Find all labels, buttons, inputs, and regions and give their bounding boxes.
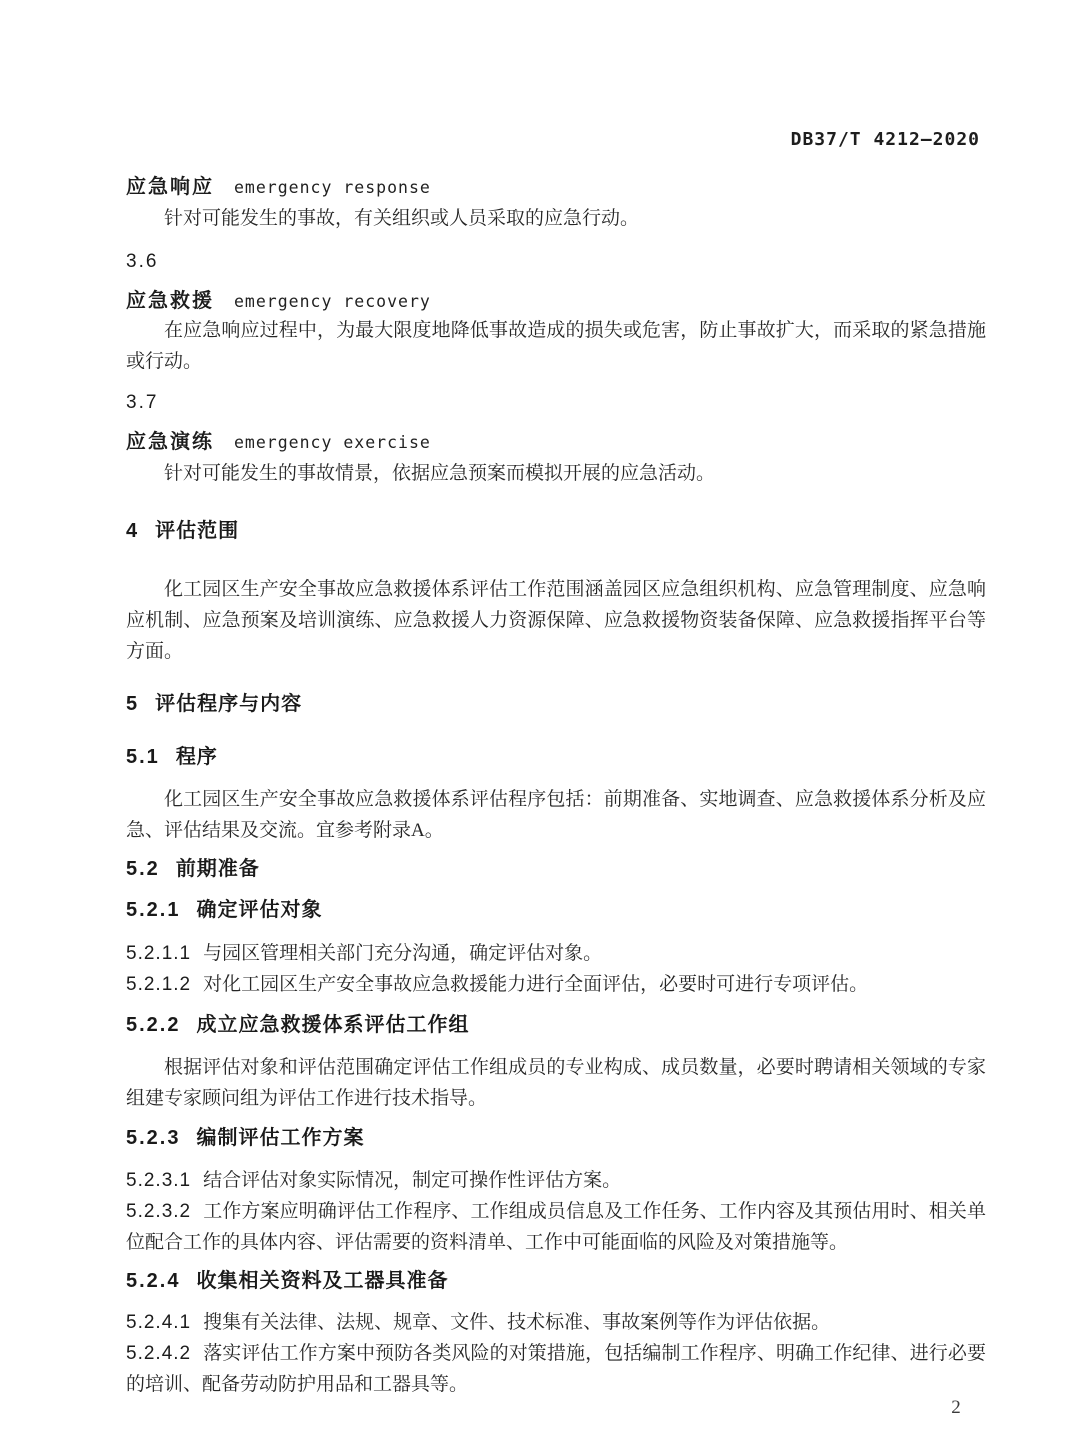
- clause-item-text: 搜集有关法律、法规、规章、文件、技术标准、事故案例等作为评估依据。: [203, 1312, 831, 1333]
- section-heading: [126, 1268, 986, 1294]
- clause-item: [126, 1338, 986, 1400]
- section-number: 5.2: [126, 858, 160, 880]
- term-en: emergency response: [234, 178, 431, 197]
- section-number: 5: [126, 693, 140, 715]
- term-definition: 针对可能发生的事故，有关组织或人员采取的应急行动。: [164, 208, 640, 229]
- paragraph: 化工园区生产安全事故应急救援体系评估工作范围涵盖园区应急组织机构、应急管理制度、应急响应机制、应急预案及培训演练、应急救援人力资源保障、应急救援物资装备保障、应急救援指挥平台等方面。: [126, 579, 986, 662]
- section-number: 5.2.3: [126, 1127, 181, 1149]
- page-number: 2: [951, 1397, 961, 1418]
- term-en: emergency recovery: [234, 292, 431, 311]
- section-title: 程序: [175, 746, 218, 768]
- section-heading: [126, 897, 986, 923]
- clause-item: [126, 1165, 986, 1196]
- section-title: 成立应急救援体系评估工作组: [196, 1014, 470, 1036]
- clause-item-number: 5.2.1.1: [126, 943, 192, 964]
- section-title: 前期准备: [175, 858, 260, 880]
- section-heading: [126, 744, 986, 770]
- term-zh: 应急救援: [126, 290, 214, 312]
- clause-item-text: 落实评估工作方案中预防各类风险的对策措施，包括编制工作程序、明确工作纪律、进行必要的培训、配备劳动防护用品和工器具等。: [126, 1343, 986, 1395]
- section-title: 评估程序与内容: [155, 693, 303, 715]
- section-heading: [126, 1012, 986, 1038]
- section-title: 评估范围: [155, 520, 240, 542]
- section-heading: [126, 518, 986, 544]
- clause-item: [126, 1196, 986, 1258]
- section-number: 5.1: [126, 746, 160, 768]
- section-title: 编制评估工作方案: [196, 1127, 365, 1149]
- paragraph: 根据评估对象和评估范围确定评估工作组成员的专业构成、成员数量，必要时聘请相关领域的专家组建专家顾问组为评估工作进行技术指导。: [126, 1057, 986, 1109]
- clause-item-text: 与园区管理相关部门充分沟通，确定评估对象。: [203, 943, 603, 964]
- clause-number: 3.7: [126, 392, 159, 413]
- clause-item: [126, 938, 986, 969]
- term-definition: 针对可能发生的事故情景，依据应急预案而模拟开展的应急活动。: [164, 463, 716, 484]
- term-entry: [126, 288, 986, 316]
- standard-number: DB37/T 4212—2020: [790, 129, 980, 150]
- clause-item-number: 5.2.3.2: [126, 1201, 192, 1222]
- clause-item: [126, 1307, 986, 1338]
- section-heading: [126, 856, 986, 882]
- section-number: 4: [126, 520, 140, 542]
- section-title: 收集相关资料及工器具准备: [196, 1270, 449, 1292]
- section-number: 5.2.4: [126, 1270, 181, 1292]
- clause-number: 3.6: [126, 251, 159, 272]
- section-number: 5.2.2: [126, 1014, 181, 1036]
- section-heading: [126, 691, 986, 717]
- term-zh: 应急演练: [126, 431, 214, 453]
- clause-item: [126, 969, 986, 1000]
- term-en: emergency exercise: [234, 433, 431, 452]
- clause-item-number: 5.2.4.2: [126, 1343, 192, 1364]
- section-heading: [126, 1125, 986, 1151]
- term-entry: [126, 429, 986, 457]
- clause-item-text: 结合评估对象实际情况，制定可操作性评估方案。: [203, 1170, 622, 1191]
- clause-item-number: 5.2.4.1: [126, 1312, 192, 1333]
- paragraph: 化工园区生产安全事故应急救援体系评估程序包括：前期准备、实地调查、应急救援体系分析及应急、评估结果及交流。宜参考附录A。: [126, 789, 986, 841]
- clause-item-number: 5.2.1.2: [126, 974, 192, 995]
- clause-item-text: 对化工园区生产安全事故应急救援能力进行全面评估，必要时可进行专项评估。: [203, 974, 869, 995]
- term-definition: 在应急响应过程中，为最大限度地降低事故造成的损失或危害，防止事故扩大，而采取的紧急措施或行动。: [126, 320, 986, 372]
- term-entry: [126, 174, 986, 202]
- term-zh: 应急响应: [126, 176, 214, 198]
- section-number: 5.2.1: [126, 899, 181, 921]
- section-title: 确定评估对象: [196, 899, 323, 921]
- clause-item-number: 5.2.3.1: [126, 1170, 192, 1191]
- clause-item-text: 工作方案应明确评估工作程序、工作组成员信息及工作任务、工作内容及其预估用时、相关单位配合工作的具体内容、评估需要的资料清单、工作中可能面临的风险及对策措施等。: [126, 1201, 986, 1253]
